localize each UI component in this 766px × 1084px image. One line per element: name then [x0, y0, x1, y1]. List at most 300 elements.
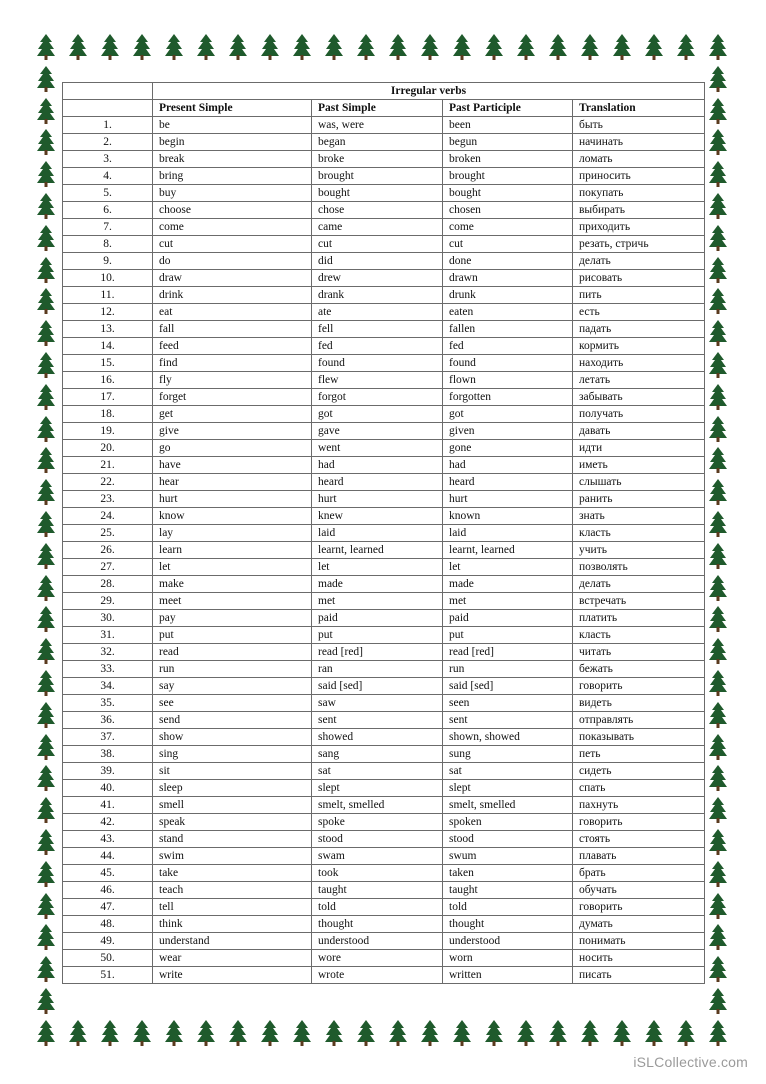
past-simple-cell: made	[312, 576, 443, 593]
past-participle-cell: begun	[443, 134, 573, 151]
pine-tree-icon	[421, 1020, 439, 1046]
pine-tree-icon	[709, 861, 727, 887]
present-simple-cell: drink	[153, 287, 312, 304]
table-row	[63, 593, 705, 610]
pine-tree-icon	[709, 161, 727, 187]
pine-tree-icon	[197, 34, 215, 60]
past-simple-cell: paid	[312, 610, 443, 627]
present-simple-cell: have	[153, 457, 312, 474]
row-number: 8.	[63, 236, 153, 253]
translation-cell: идти	[573, 440, 705, 457]
pine-tree-icon	[709, 288, 727, 314]
present-simple-cell: get	[153, 406, 312, 423]
present-simple-cell: write	[153, 967, 312, 984]
pine-tree-icon	[101, 34, 119, 60]
translation-cell: пахнуть	[573, 797, 705, 814]
present-simple-cell: break	[153, 151, 312, 168]
present-simple-cell: feed	[153, 338, 312, 355]
translation-cell: спать	[573, 780, 705, 797]
present-simple-cell: go	[153, 440, 312, 457]
pine-tree-icon	[37, 988, 55, 1014]
translation-cell: приносить	[573, 168, 705, 185]
pine-tree-icon	[517, 1020, 535, 1046]
past-simple-cell: saw	[312, 695, 443, 712]
present-simple-cell: pay	[153, 610, 312, 627]
pine-tree-icon	[709, 893, 727, 919]
translation-cell: летать	[573, 372, 705, 389]
row-number: 4.	[63, 168, 153, 185]
past-simple-cell: sent	[312, 712, 443, 729]
pine-tree-icon	[709, 257, 727, 283]
row-number: 37.	[63, 729, 153, 746]
pine-tree-icon	[709, 924, 727, 950]
present-simple-cell: buy	[153, 185, 312, 202]
pine-tree-icon	[709, 384, 727, 410]
pine-tree-icon	[37, 416, 55, 442]
translation-cell: читать	[573, 644, 705, 661]
table-row	[63, 746, 705, 763]
pine-tree-icon	[709, 129, 727, 155]
table-row	[63, 321, 705, 338]
pine-tree-icon	[101, 1020, 119, 1046]
pine-tree-icon	[37, 638, 55, 664]
table-row	[63, 661, 705, 678]
pine-tree-icon	[229, 34, 247, 60]
table-row	[63, 916, 705, 933]
past-simple-cell: cut	[312, 236, 443, 253]
table-row	[63, 491, 705, 508]
translation-cell: бежать	[573, 661, 705, 678]
row-number: 39.	[63, 763, 153, 780]
pine-tree-icon	[37, 765, 55, 791]
present-simple-cell: come	[153, 219, 312, 236]
pine-tree-icon	[709, 638, 727, 664]
pine-tree-icon	[709, 66, 727, 92]
translation-cell: говорить	[573, 678, 705, 695]
past-simple-cell: bought	[312, 185, 443, 202]
pine-tree-icon	[709, 320, 727, 346]
present-simple-cell: lay	[153, 525, 312, 542]
row-number: 38.	[63, 746, 153, 763]
pine-tree-icon	[261, 34, 279, 60]
past-participle-cell: swum	[443, 848, 573, 865]
past-simple-cell: flew	[312, 372, 443, 389]
row-number: 25.	[63, 525, 153, 542]
row-number: 44.	[63, 848, 153, 865]
pine-tree-icon	[37, 257, 55, 283]
past-participle-cell: sent	[443, 712, 573, 729]
present-simple-cell: run	[153, 661, 312, 678]
past-simple-cell: sat	[312, 763, 443, 780]
present-simple-cell: know	[153, 508, 312, 525]
pine-tree-icon	[709, 956, 727, 982]
row-number: 14.	[63, 338, 153, 355]
past-participle-cell: drawn	[443, 270, 573, 287]
row-number: 40.	[63, 780, 153, 797]
row-number: 35.	[63, 695, 153, 712]
past-simple-cell: read [red]	[312, 644, 443, 661]
past-participle-cell: forgotten	[443, 389, 573, 406]
translation-cell: платить	[573, 610, 705, 627]
present-simple-cell: say	[153, 678, 312, 695]
row-number: 51.	[63, 967, 153, 984]
pine-tree-icon	[485, 34, 503, 60]
table-row	[63, 967, 705, 984]
table-row	[63, 899, 705, 916]
table-row	[63, 542, 705, 559]
present-simple-cell: let	[153, 559, 312, 576]
table-row	[63, 338, 705, 355]
present-simple-cell: give	[153, 423, 312, 440]
past-simple-cell: forgot	[312, 389, 443, 406]
past-participle-cell: flown	[443, 372, 573, 389]
past-participle-cell: slept	[443, 780, 573, 797]
past-participle-cell: sung	[443, 746, 573, 763]
past-simple-cell: was, were	[312, 117, 443, 134]
past-participle-cell: hurt	[443, 491, 573, 508]
pine-tree-icon	[677, 34, 695, 60]
present-simple-cell: swim	[153, 848, 312, 865]
table-row	[63, 304, 705, 321]
past-participle-cell: told	[443, 899, 573, 916]
table-row	[63, 236, 705, 253]
past-simple-cell: swam	[312, 848, 443, 865]
pine-tree-icon	[37, 956, 55, 982]
row-number: 43.	[63, 831, 153, 848]
present-simple-cell: choose	[153, 202, 312, 219]
pine-tree-icon	[37, 670, 55, 696]
past-simple-cell: fed	[312, 338, 443, 355]
present-simple-cell: smell	[153, 797, 312, 814]
present-simple-cell: see	[153, 695, 312, 712]
pine-tree-icon	[581, 34, 599, 60]
row-number: 19.	[63, 423, 153, 440]
pine-tree-icon	[485, 1020, 503, 1046]
pine-tree-icon	[357, 34, 375, 60]
pine-tree-icon	[37, 129, 55, 155]
past-simple-cell: went	[312, 440, 443, 457]
translation-cell: пить	[573, 287, 705, 304]
past-simple-cell: had	[312, 457, 443, 474]
translation-cell: покупать	[573, 185, 705, 202]
pine-tree-icon	[709, 447, 727, 473]
present-simple-cell: send	[153, 712, 312, 729]
past-simple-cell: ran	[312, 661, 443, 678]
pine-tree-icon	[517, 34, 535, 60]
pine-tree-icon	[165, 34, 183, 60]
row-number: 13.	[63, 321, 153, 338]
pine-tree-icon	[709, 225, 727, 251]
pine-tree-icon	[549, 1020, 567, 1046]
pine-tree-icon	[453, 34, 471, 60]
pine-tree-icon	[37, 193, 55, 219]
past-simple-cell: sang	[312, 746, 443, 763]
translation-cell: брать	[573, 865, 705, 882]
pine-tree-icon	[389, 34, 407, 60]
present-simple-cell: teach	[153, 882, 312, 899]
past-participle-cell: paid	[443, 610, 573, 627]
row-number: 28.	[63, 576, 153, 593]
table-row	[63, 168, 705, 185]
header-past-participle: Past Participle	[443, 100, 573, 117]
pine-tree-icon	[37, 829, 55, 855]
pine-tree-icon	[37, 479, 55, 505]
row-number: 17.	[63, 389, 153, 406]
table-row	[63, 712, 705, 729]
past-simple-cell: met	[312, 593, 443, 610]
past-simple-cell: fell	[312, 321, 443, 338]
pine-tree-icon	[709, 34, 727, 60]
past-participle-cell: had	[443, 457, 573, 474]
present-simple-cell: stand	[153, 831, 312, 848]
present-simple-cell: wear	[153, 950, 312, 967]
past-simple-cell: taught	[312, 882, 443, 899]
past-simple-cell: drew	[312, 270, 443, 287]
past-participle-cell: bought	[443, 185, 573, 202]
past-participle-cell: done	[443, 253, 573, 270]
past-participle-cell: drunk	[443, 287, 573, 304]
translation-cell: кормить	[573, 338, 705, 355]
pine-tree-icon	[709, 479, 727, 505]
present-simple-cell: fall	[153, 321, 312, 338]
translation-cell: есть	[573, 304, 705, 321]
table-row	[63, 559, 705, 576]
past-simple-cell: said [sed]	[312, 678, 443, 695]
past-participle-cell: known	[443, 508, 573, 525]
pine-tree-icon	[357, 1020, 375, 1046]
pine-tree-icon	[69, 1020, 87, 1046]
past-simple-cell: drank	[312, 287, 443, 304]
table-row	[63, 882, 705, 899]
past-participle-cell: let	[443, 559, 573, 576]
table-row	[63, 678, 705, 695]
past-participle-cell: brought	[443, 168, 573, 185]
translation-cell: слышать	[573, 474, 705, 491]
pine-tree-icon	[37, 797, 55, 823]
past-participle-cell: said [sed]	[443, 678, 573, 695]
pine-tree-icon	[37, 447, 55, 473]
row-number: 2.	[63, 134, 153, 151]
present-simple-cell: eat	[153, 304, 312, 321]
row-number: 23.	[63, 491, 153, 508]
translation-cell: делать	[573, 253, 705, 270]
table-row	[63, 508, 705, 525]
title-row	[63, 83, 705, 100]
past-participle-cell: fallen	[443, 321, 573, 338]
table-row	[63, 525, 705, 542]
translation-cell: видеть	[573, 695, 705, 712]
table-row	[63, 933, 705, 950]
pine-tree-icon	[133, 34, 151, 60]
table-row	[63, 440, 705, 457]
row-number: 10.	[63, 270, 153, 287]
past-simple-cell: wore	[312, 950, 443, 967]
header-present-simple: Present Simple	[153, 100, 312, 117]
row-number: 36.	[63, 712, 153, 729]
past-participle-cell: sat	[443, 763, 573, 780]
pine-tree-icon	[325, 34, 343, 60]
past-participle-cell: thought	[443, 916, 573, 933]
past-participle-cell: gone	[443, 440, 573, 457]
pine-tree-icon	[197, 1020, 215, 1046]
past-participle-cell: worn	[443, 950, 573, 967]
past-simple-cell: stood	[312, 831, 443, 848]
past-simple-cell: found	[312, 355, 443, 372]
table-row	[63, 576, 705, 593]
translation-cell: выбирать	[573, 202, 705, 219]
pine-tree-icon	[37, 511, 55, 537]
pine-tree-icon	[133, 1020, 151, 1046]
pine-tree-icon	[645, 1020, 663, 1046]
past-simple-cell: understood	[312, 933, 443, 950]
present-simple-cell: take	[153, 865, 312, 882]
pine-tree-icon	[549, 34, 567, 60]
translation-cell: носить	[573, 950, 705, 967]
present-simple-cell: cut	[153, 236, 312, 253]
row-number: 3.	[63, 151, 153, 168]
present-simple-cell: sing	[153, 746, 312, 763]
pine-tree-icon	[453, 1020, 471, 1046]
past-participle-cell: smelt, smelled	[443, 797, 573, 814]
translation-cell: говорить	[573, 899, 705, 916]
row-number: 20.	[63, 440, 153, 457]
present-simple-cell: put	[153, 627, 312, 644]
pine-tree-icon	[581, 1020, 599, 1046]
past-simple-cell: broke	[312, 151, 443, 168]
row-number: 22.	[63, 474, 153, 491]
past-participle-cell: understood	[443, 933, 573, 950]
pine-tree-icon	[37, 1020, 55, 1046]
present-simple-cell: be	[153, 117, 312, 134]
table-row	[63, 610, 705, 627]
past-participle-cell: made	[443, 576, 573, 593]
past-simple-cell: took	[312, 865, 443, 882]
past-participle-cell: shown, showed	[443, 729, 573, 746]
table-row	[63, 185, 705, 202]
past-simple-cell: learnt, learned	[312, 542, 443, 559]
translation-cell: думать	[573, 916, 705, 933]
translation-cell: позволять	[573, 559, 705, 576]
pine-tree-icon	[37, 893, 55, 919]
row-number: 1.	[63, 117, 153, 134]
translation-cell: показывать	[573, 729, 705, 746]
table-row	[63, 372, 705, 389]
translation-cell: резать, стричь	[573, 236, 705, 253]
past-participle-cell: put	[443, 627, 573, 644]
table-row	[63, 797, 705, 814]
row-number: 11.	[63, 287, 153, 304]
table-row	[63, 202, 705, 219]
pine-tree-icon	[709, 797, 727, 823]
pine-tree-icon	[709, 352, 727, 378]
irregular-verbs-table	[62, 82, 705, 984]
past-simple-cell: brought	[312, 168, 443, 185]
translation-cell: забывать	[573, 389, 705, 406]
present-simple-cell: meet	[153, 593, 312, 610]
present-simple-cell: show	[153, 729, 312, 746]
past-simple-cell: told	[312, 899, 443, 916]
pine-tree-icon	[613, 1020, 631, 1046]
past-simple-cell: slept	[312, 780, 443, 797]
table-row	[63, 355, 705, 372]
pine-tree-icon	[613, 34, 631, 60]
present-simple-cell: think	[153, 916, 312, 933]
pine-tree-icon	[709, 193, 727, 219]
translation-cell: плавать	[573, 848, 705, 865]
header-number	[63, 100, 153, 117]
past-simple-cell: heard	[312, 474, 443, 491]
past-participle-cell: learnt, learned	[443, 542, 573, 559]
table-row	[63, 644, 705, 661]
past-participle-cell: come	[443, 219, 573, 236]
row-number: 15.	[63, 355, 153, 372]
translation-cell: встречать	[573, 593, 705, 610]
table-row	[63, 287, 705, 304]
past-participle-cell: cut	[443, 236, 573, 253]
pine-tree-icon	[709, 829, 727, 855]
header-past-simple: Past Simple	[312, 100, 443, 117]
translation-cell: приходить	[573, 219, 705, 236]
past-participle-cell: found	[443, 355, 573, 372]
pine-tree-icon	[709, 702, 727, 728]
present-simple-cell: learn	[153, 542, 312, 559]
row-number: 48.	[63, 916, 153, 933]
row-number: 5.	[63, 185, 153, 202]
pine-tree-icon	[37, 98, 55, 124]
pine-tree-icon	[37, 288, 55, 314]
pine-tree-icon	[325, 1020, 343, 1046]
past-participle-cell: run	[443, 661, 573, 678]
pine-tree-icon	[709, 988, 727, 1014]
table-body	[63, 117, 705, 984]
present-simple-cell: understand	[153, 933, 312, 950]
pine-tree-icon	[37, 225, 55, 251]
row-number: 41.	[63, 797, 153, 814]
table-row	[63, 695, 705, 712]
past-participle-cell: taught	[443, 882, 573, 899]
past-participle-cell: fed	[443, 338, 573, 355]
past-simple-cell: knew	[312, 508, 443, 525]
pine-tree-icon	[37, 606, 55, 632]
present-simple-cell: sit	[153, 763, 312, 780]
pine-tree-icon	[37, 320, 55, 346]
pine-tree-icon	[261, 1020, 279, 1046]
row-number: 46.	[63, 882, 153, 899]
past-simple-cell: chose	[312, 202, 443, 219]
past-simple-cell: gave	[312, 423, 443, 440]
row-number: 34.	[63, 678, 153, 695]
present-simple-cell: fly	[153, 372, 312, 389]
table-row	[63, 253, 705, 270]
table-row	[63, 865, 705, 882]
row-number: 9.	[63, 253, 153, 270]
pine-tree-icon	[709, 575, 727, 601]
past-participle-cell: broken	[443, 151, 573, 168]
translation-cell: обучать	[573, 882, 705, 899]
translation-cell: падать	[573, 321, 705, 338]
table-row	[63, 831, 705, 848]
pine-tree-icon	[37, 352, 55, 378]
pine-tree-icon	[677, 1020, 695, 1046]
pine-tree-icon	[645, 34, 663, 60]
translation-cell: быть	[573, 117, 705, 134]
past-participle-cell: spoken	[443, 814, 573, 831]
pine-tree-icon	[709, 511, 727, 537]
past-simple-cell: wrote	[312, 967, 443, 984]
table-row	[63, 729, 705, 746]
past-participle-cell: been	[443, 117, 573, 134]
table-row	[63, 406, 705, 423]
